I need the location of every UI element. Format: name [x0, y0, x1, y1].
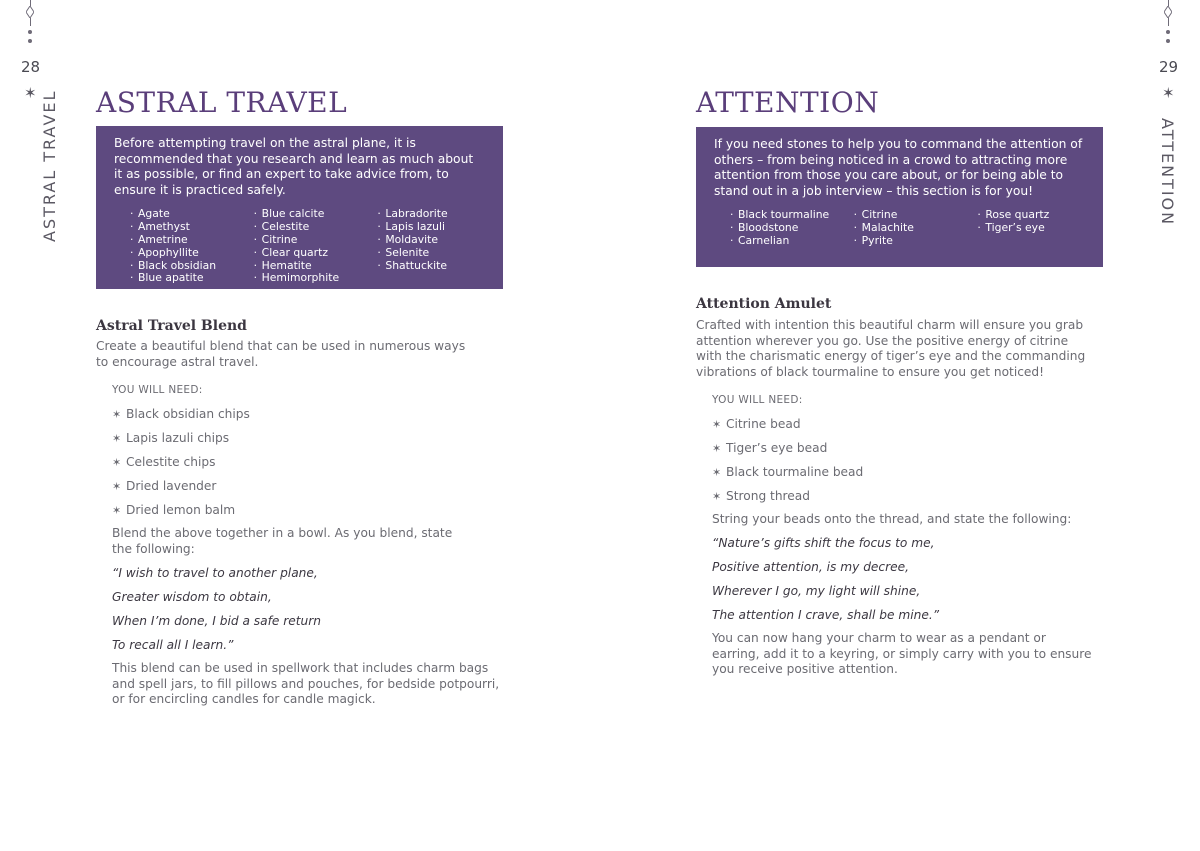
stone-item: · Tiger’s eye: [977, 222, 1085, 235]
verse-line: Greater wisdom to obtain,: [112, 590, 272, 604]
verse-line: When I’m done, I bid a safe return: [112, 614, 322, 628]
verse-line: Positive attention, is my decree,: [712, 560, 910, 574]
recipe-instruction: String your beads onto the thread, and state the following:: [712, 512, 1072, 526]
recipe-intro: Create a beautiful blend that can be used in numerous ways to encourage astral travel.: [96, 339, 466, 369]
stone-item: · Blue calcite: [254, 208, 362, 221]
side-chapter-title: ATTENTION: [1158, 118, 1177, 227]
asterisk-icon: ✶: [112, 456, 122, 469]
stones-column: [361, 208, 485, 285]
ingredient-item: ✶ Black obsidian chips: [112, 407, 250, 421]
recipe-closing: You can now hang your charm to wear as a pendant or earring, add it to a keyring, or simply carry with you to ensure you receive positive attention.: [712, 631, 1092, 677]
you-will-need-label: YOU WILL NEED:: [712, 394, 803, 406]
stone-item: · Rose quartz: [977, 209, 1085, 222]
verse-line: “Nature’s gifts shift the focus to me,: [712, 536, 935, 550]
ingredient-item: ✶ Citrine bead: [712, 417, 801, 431]
star-icon: ✶: [24, 84, 37, 102]
stone-item: · Malachite: [854, 222, 962, 235]
stone-item: · Ametrine: [130, 234, 238, 247]
you-will-need-label: YOU WILL NEED:: [112, 384, 203, 396]
asterisk-icon: ✶: [112, 480, 122, 493]
stone-item: · Pyrite: [854, 235, 962, 248]
ingredient-item: ✶ Lapis lazuli chips: [112, 431, 230, 445]
stones-intro: Before attempting travel on the astral plane, it is recommended that you research and learn as much about it as possible, or find an expert to take advice from, to ensure it is practiced safely.: [114, 136, 474, 197]
stones-intro: If you need stones to help you to command the attention of others – from being noticed in a crowd to attracting more attention from those you care about, or for being able to stand out in a job interview – this section is for you!: [714, 137, 1083, 198]
page-title: ATTENTION: [696, 86, 880, 119]
recipe-title: Astral Travel Blend: [96, 318, 247, 334]
stone-item: · Labradorite: [377, 208, 485, 221]
verse-line: “I wish to travel to another plane,: [112, 566, 318, 580]
recipe-instruction: Blend the above together in a bowl. As you blend, state the following:: [112, 526, 453, 556]
stones-column: [238, 208, 362, 285]
verse-line: Wherever I go, my light will shine,: [712, 584, 921, 598]
ingredient-item: ✶ Dried lemon balm: [112, 503, 236, 517]
stones-box: [96, 126, 503, 289]
stone-item: · Black tourmaline: [730, 209, 838, 222]
stone-item: · Carnelian: [730, 235, 838, 248]
page-number: 28: [21, 58, 41, 76]
asterisk-icon: ✶: [712, 490, 722, 503]
stones-column: [961, 209, 1085, 247]
ingredient-item: ✶ Tiger’s eye bead: [712, 441, 828, 455]
page-number: 29: [1159, 58, 1179, 76]
ingredient-item: ✶ Strong thread: [712, 489, 810, 503]
asterisk-icon: ✶: [112, 504, 122, 517]
recipe-title: Attention Amulet: [696, 296, 832, 312]
verse-line: The attention I crave, shall be mine.”: [712, 608, 940, 622]
side-chapter-title: ASTRAL TRAVEL: [40, 89, 59, 242]
verse-line: To recall all I learn.”: [112, 638, 234, 652]
stone-item: · Selenite: [377, 247, 485, 260]
stone-item: · Agate: [130, 208, 238, 221]
page-title: ASTRAL TRAVEL: [96, 86, 348, 119]
left-ornament-icon: [20, 0, 42, 50]
stones-list: [114, 208, 485, 285]
stone-item: · Citrine: [254, 234, 362, 247]
asterisk-icon: ✶: [112, 408, 122, 421]
stone-item: · Lapis lazuli: [377, 221, 485, 234]
stones-box: [696, 127, 1103, 267]
stone-item: · Citrine: [854, 209, 962, 222]
asterisk-icon: ✶: [712, 466, 722, 479]
stones-list: [714, 209, 1085, 247]
stones-column: [838, 209, 962, 247]
ingredient-item: ✶ Black tourmaline bead: [712, 465, 864, 479]
stone-item: · Apophyllite: [130, 247, 238, 260]
stone-item: · Celestite: [254, 221, 362, 234]
stone-item: · Blue apatite: [130, 272, 238, 285]
ingredient-item: ✶ Celestite chips: [112, 455, 216, 469]
stone-item: · Moldavite: [377, 234, 485, 247]
stone-item: · Clear quartz: [254, 247, 362, 260]
asterisk-icon: ✶: [712, 442, 722, 455]
stones-column: [114, 208, 238, 285]
asterisk-icon: ✶: [112, 432, 122, 445]
stone-item: · Bloodstone: [730, 222, 838, 235]
recipe-closing: This blend can be used in spellwork that includes charm bags and spell jars, to fill pillows and pouches, for bedside potpourri, or for encircling candles for candle magick.: [112, 661, 500, 707]
recipe-intro: Crafted with intention this beautiful charm will ensure you grab attention wherever you go. Use the positive energy of citrine with the charismatic energy of tiger’s eye and the commanding vibrations of black tourmaline to ensure you get noticed!: [696, 318, 1086, 379]
asterisk-icon: ✶: [712, 418, 722, 431]
stone-item: · Hemimorphite: [254, 272, 362, 285]
stones-column: [714, 209, 838, 247]
right-ornament-icon: [1158, 0, 1180, 50]
ingredient-item: ✶ Dried lavender: [112, 479, 217, 493]
stone-item: · Shattuckite: [377, 260, 485, 273]
stone-item: · Hematite: [254, 260, 362, 273]
stone-item: · Black obsidian: [130, 260, 238, 273]
star-icon: ✶: [1162, 84, 1175, 102]
stone-item: · Amethyst: [130, 221, 238, 234]
